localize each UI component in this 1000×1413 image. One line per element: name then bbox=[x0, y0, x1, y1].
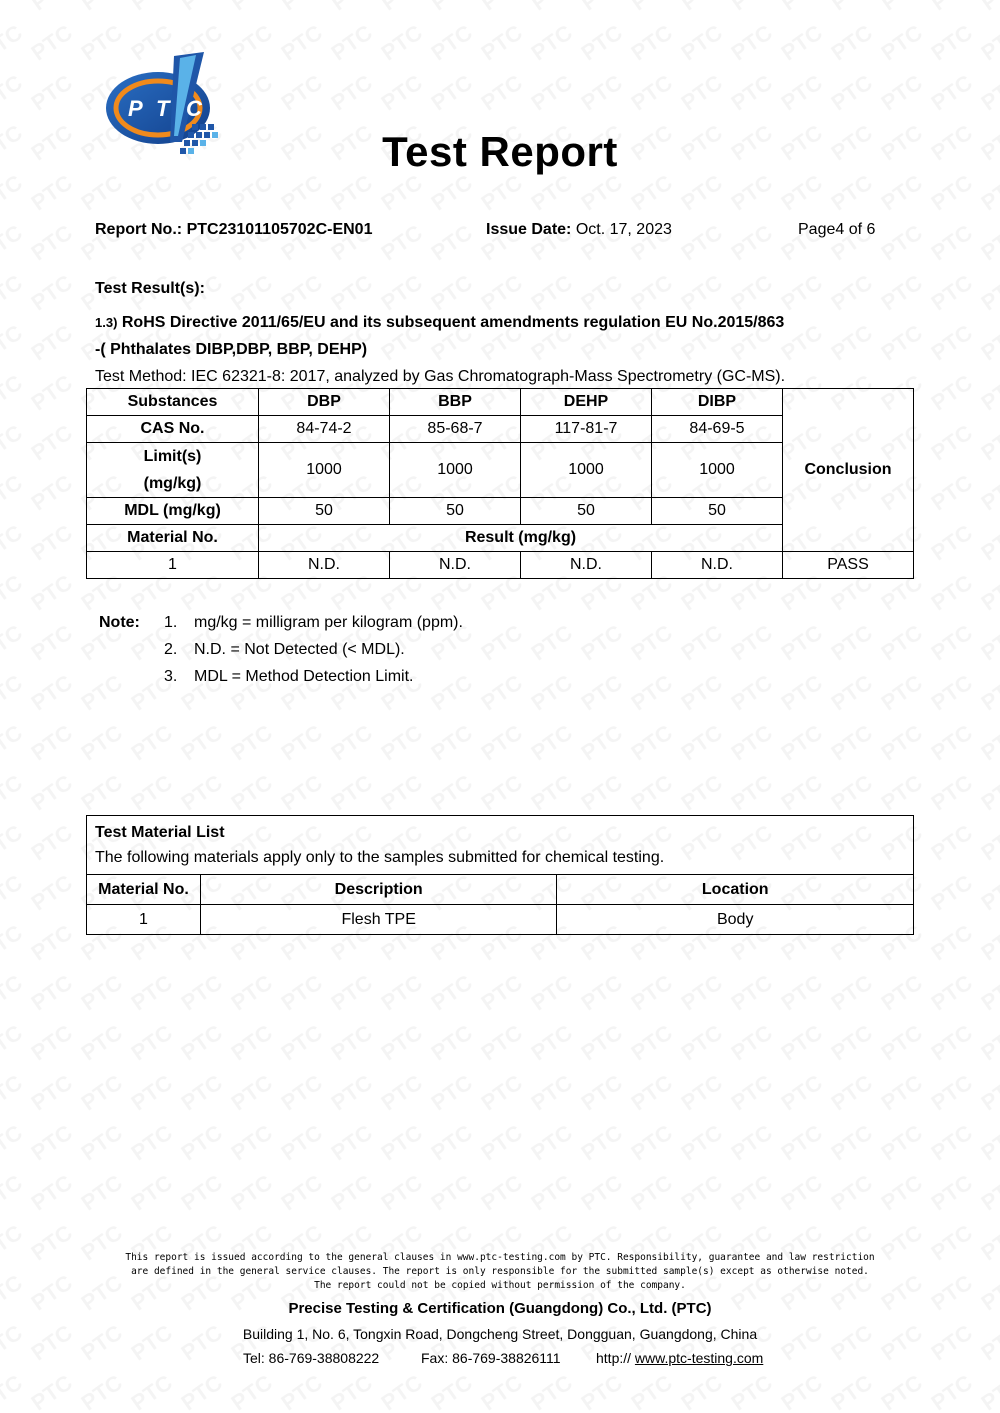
result-material-no: 1 bbox=[87, 552, 259, 579]
note-number: 3. bbox=[164, 668, 178, 685]
substance-dehp: DEHP bbox=[521, 389, 652, 416]
logo-letter-p: P bbox=[128, 96, 143, 121]
telephone: Tel: 86-769-38808222 bbox=[243, 1350, 380, 1366]
note-item bbox=[164, 614, 463, 632]
test-method: Test Method: IEC 62321-8: 2017, analyzed by Gas Chromatograph-Mass Spectrometry (GC-MS). bbox=[95, 368, 786, 385]
report-number-value: PTC23101105702C-EN01 bbox=[186, 221, 373, 238]
mdl-dibp: 50 bbox=[652, 498, 783, 525]
material-no-cell: 1 bbox=[87, 905, 201, 935]
material-list-header-row bbox=[87, 875, 914, 905]
mdl-bbp: 50 bbox=[390, 498, 521, 525]
note-item bbox=[164, 668, 414, 686]
note-item bbox=[164, 641, 405, 659]
notes-label: Note: bbox=[99, 614, 140, 631]
result-bbp: N.D. bbox=[390, 552, 521, 579]
header-description: Description bbox=[200, 875, 557, 905]
company-name: Precise Testing & Certification (Guangdong) Co., Ltd. (PTC) bbox=[288, 1300, 712, 1317]
result-dbp: N.D. bbox=[259, 552, 390, 579]
substances-label: Substances bbox=[87, 389, 259, 416]
company-address: Building 1, No. 6, Tongxin Road, Dongcheng Street, Dongguan, Guangdong, China bbox=[242, 1326, 758, 1342]
mdl-dehp: 50 bbox=[521, 498, 652, 525]
table-row bbox=[87, 905, 914, 935]
report-number bbox=[95, 221, 372, 239]
cas-dbp: 84-74-2 bbox=[259, 416, 390, 443]
logo-letter-t: T bbox=[156, 96, 170, 121]
results-table bbox=[86, 388, 914, 579]
disclaimer-line3: The report could not be copied without permission of the company. bbox=[314, 1280, 686, 1291]
substance-bbp: BBP bbox=[390, 389, 521, 416]
result-conclusion: PASS bbox=[783, 552, 914, 579]
website-link[interactable]: www.ptc-testing.com bbox=[634, 1350, 764, 1366]
header-location: Location bbox=[557, 875, 914, 905]
header-material-no: Material No. bbox=[87, 875, 201, 905]
mdl-label: MDL (mg/kg) bbox=[87, 498, 259, 525]
page-number: Page4 of 6 bbox=[798, 221, 876, 238]
report-number-label: Report No.: bbox=[95, 221, 183, 238]
limit-dbp: 1000 bbox=[259, 443, 390, 498]
result-dibp: N.D. bbox=[652, 552, 783, 579]
cas-bbp: 85-68-7 bbox=[390, 416, 521, 443]
note-text: MDL = Method Detection Limit. bbox=[194, 668, 414, 685]
disclaimer-line2: are defined in the general service clauses. The report is only responsible for the submitted sample(s) except as otherwise noted. bbox=[131, 1266, 869, 1277]
fax: Fax: 86-769-38826111 bbox=[421, 1350, 561, 1366]
result-dehp: N.D. bbox=[521, 552, 652, 579]
material-list-subtitle: The following materials apply only to the samples submitted for chemical testing. bbox=[95, 849, 665, 866]
substances-row bbox=[87, 389, 914, 416]
material-list-table bbox=[86, 815, 914, 935]
section-heading-line1: RoHS Directive 2011/65/EU and its subsequent amendments regulation EU No.2015/863 bbox=[121, 314, 785, 331]
section-heading bbox=[95, 314, 784, 332]
logo-letter-c: C bbox=[186, 96, 202, 121]
test-results-label: Test Result(s): bbox=[95, 280, 205, 297]
material-list-caption bbox=[87, 816, 914, 875]
note-text: N.D. = Not Detected (< MDL). bbox=[194, 641, 405, 658]
limit-label-line1: Limit(s) bbox=[143, 448, 202, 465]
material-list-title: Test Material List bbox=[95, 824, 225, 841]
note-text: mg/kg = milligram per kilogram (ppm). bbox=[194, 614, 463, 631]
issue-date bbox=[486, 221, 672, 239]
description-cell: Flesh TPE bbox=[200, 905, 557, 935]
cas-dibp: 84-69-5 bbox=[652, 416, 783, 443]
cas-label: CAS No. bbox=[87, 416, 259, 443]
limit-dibp: 1000 bbox=[652, 443, 783, 498]
material-list-caption-row bbox=[87, 816, 914, 875]
website-prefix: http:// bbox=[596, 1350, 632, 1366]
section-heading-line2: -( Phthalates DIBP,DBP, BBP, DEHP) bbox=[95, 341, 368, 358]
conclusion-header: Conclusion bbox=[783, 389, 914, 552]
section-number: 1.3) bbox=[95, 315, 118, 330]
limit-bbp: 1000 bbox=[390, 443, 521, 498]
substance-dibp: DIBP bbox=[652, 389, 783, 416]
cas-dehp: 117-81-7 bbox=[521, 416, 652, 443]
result-header: Result (mg/kg) bbox=[259, 525, 783, 552]
limit-label-line2: (mg/kg) bbox=[143, 475, 202, 492]
disclaimer-line1: This report is issued according to the general clauses in www.ptc-testing.com by PTC. Responsibility, guarantee and law restriction bbox=[125, 1252, 875, 1263]
note-number: 1. bbox=[164, 614, 178, 631]
limit-label bbox=[87, 443, 259, 498]
table-row bbox=[87, 552, 914, 579]
page-title: Test Report bbox=[382, 128, 618, 175]
substance-dbp: DBP bbox=[259, 389, 390, 416]
issue-date-value: Oct. 17, 2023 bbox=[575, 221, 672, 238]
material-no-label: Material No. bbox=[87, 525, 259, 552]
location-cell: Body bbox=[557, 905, 914, 935]
limit-dehp: 1000 bbox=[521, 443, 652, 498]
mdl-dbp: 50 bbox=[259, 498, 390, 525]
note-number: 2. bbox=[164, 641, 178, 658]
website bbox=[596, 1350, 763, 1366]
issue-date-label: Issue Date: bbox=[486, 221, 572, 238]
